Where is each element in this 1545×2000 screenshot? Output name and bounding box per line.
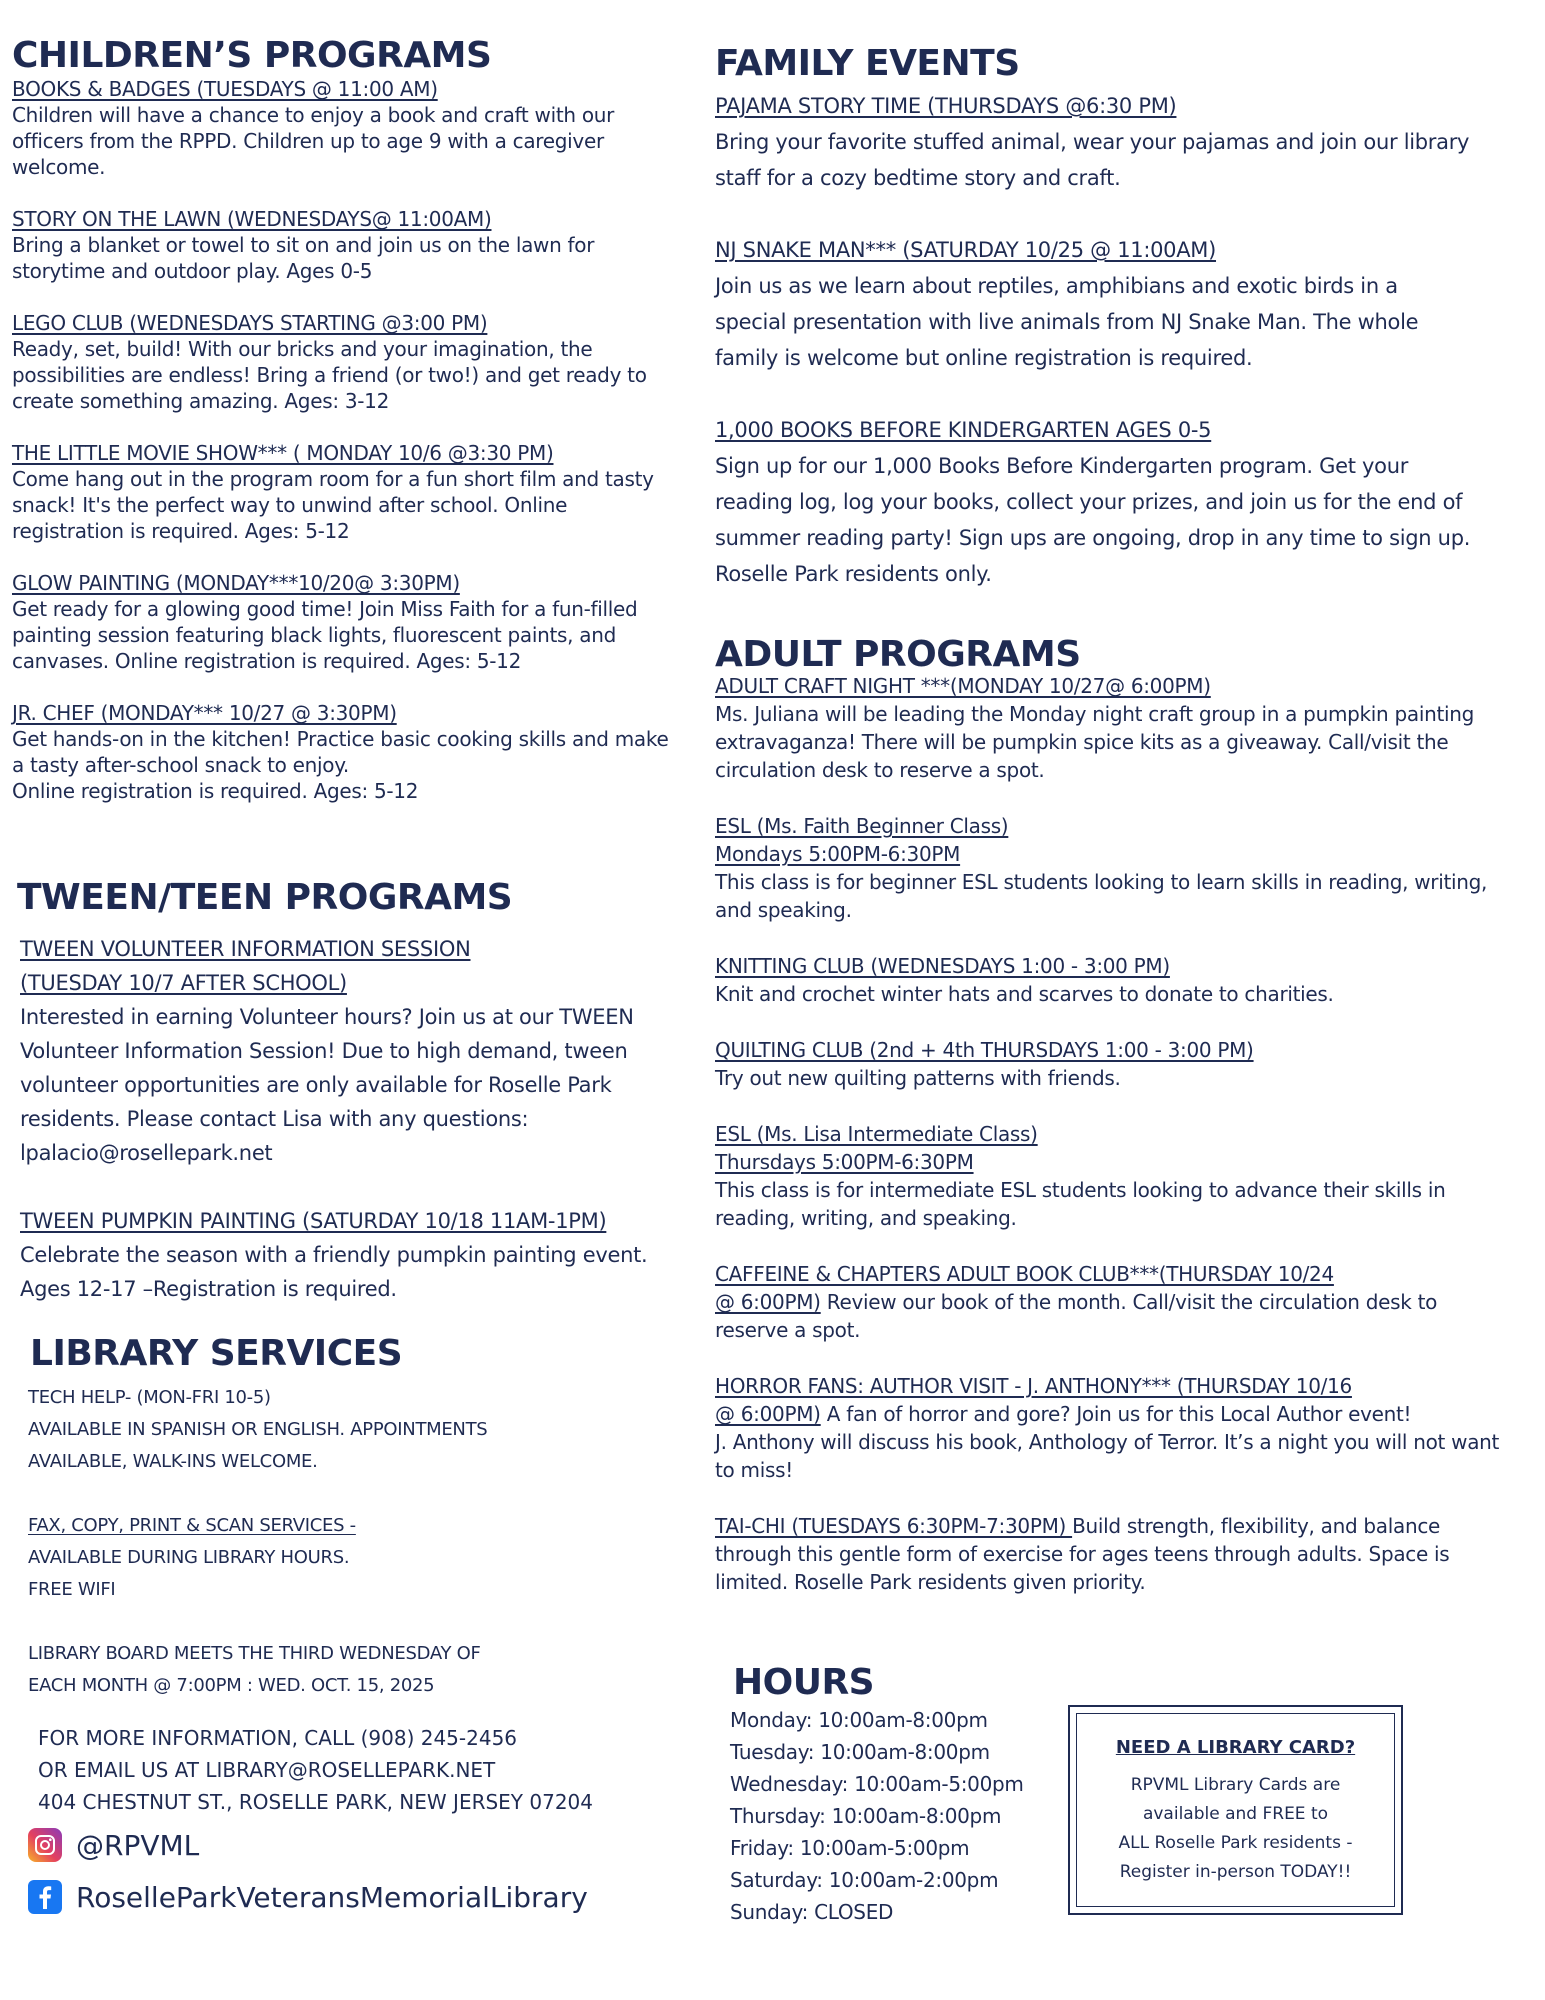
program-description-block bbox=[715, 1288, 1515, 1344]
contact-address: 404 CHESTNUT ST., ROSELLE PARK, NEW JERSEY 07204 bbox=[38, 1790, 593, 1814]
library-services-heading: LIBRARY SERVICES bbox=[30, 1333, 403, 1374]
program-little-movie-show bbox=[12, 440, 677, 544]
program-horror-fans bbox=[715, 1372, 1515, 1484]
program-title: HORROR FANS: AUTHOR VISIT - J. ANTHONY*** (THURSDAY 10/16 bbox=[715, 1374, 1352, 1398]
program-title: LEGO CLUB (WEDNESDAYS STARTING @3:00 PM) bbox=[12, 311, 488, 335]
program-jr-chef bbox=[12, 700, 677, 804]
hours-monday: Monday: 10:00am-8:00pm bbox=[730, 1708, 988, 1732]
library-card-line: available and FREE to bbox=[1142, 1804, 1329, 1824]
program-tween-pumpkin-painting bbox=[20, 1204, 685, 1306]
instagram-handle: @RPVML bbox=[76, 1828, 200, 1862]
tween-programs-list bbox=[20, 932, 685, 1306]
program-schedule: Mondays 5:00PM-6:30PM bbox=[715, 842, 961, 866]
program-title: TWEEN VOLUNTEER INFORMATION SESSION bbox=[20, 937, 471, 961]
program-title: THE LITTLE MOVIE SHOW*** ( MONDAY 10/6 @3:30 PM) bbox=[12, 441, 554, 465]
program-esl-beginner bbox=[715, 812, 1515, 924]
program-title: TAI-CHI (TUESDAYS 6:30PM-7:30PM) bbox=[715, 1514, 1073, 1538]
program-description: Get hands-on in the kitchen! Practice basic cooking skills and make a tasty after-school snack to enjoy. bbox=[12, 727, 669, 777]
library-card-line: Register in-person TODAY!! bbox=[1119, 1862, 1352, 1882]
program-schedule: Thursdays 5:00PM-6:30PM bbox=[715, 1150, 974, 1174]
program-knitting-club bbox=[715, 952, 1515, 1008]
hours-wednesday: Wednesday: 10:00am-5:00pm bbox=[730, 1772, 1024, 1796]
library-card-line: ALL Roselle Park residents - bbox=[1118, 1833, 1353, 1853]
hours-friday: Friday: 10:00am-5:00pm bbox=[730, 1836, 970, 1860]
program-description: Celebrate the season with a friendly pumpkin painting event. Ages 12-17 –Registration is required. bbox=[20, 1243, 648, 1301]
program-description: Try out new quilting patterns with friends. bbox=[715, 1066, 1121, 1090]
program-title: GLOW PAINTING (MONDAY***10/20@ 3:30PM) bbox=[12, 571, 460, 595]
program-esl-intermediate bbox=[715, 1120, 1515, 1232]
hours-list bbox=[730, 1704, 1024, 1928]
family-events-heading: FAMILY EVENTS bbox=[715, 43, 1020, 84]
program-title-date: (TUESDAY 10/7 AFTER SCHOOL) bbox=[20, 971, 347, 995]
program-description: A fan of horror and gore? Join us for this Local Author event! bbox=[820, 1402, 1412, 1426]
board-meeting-info: LIBRARY BOARD MEETS THE THIRD WEDNESDAY OF bbox=[28, 1643, 481, 1664]
program-story-lawn bbox=[12, 206, 677, 284]
program-description: This class is for intermediate ESL students looking to advance their skills in reading, writing, and speaking. bbox=[715, 1178, 1446, 1230]
program-description: Interested in earning Volunteer hours? Join us at our TWEEN Volunteer Information Session! Due to high demand, tween volunteer opportunities are only available for Roselle Park residents. Please contact Lisa with any questions: lpalacio@rosellepark.net bbox=[20, 1005, 634, 1165]
childrens-programs-heading: CHILDREN’S PROGRAMS bbox=[12, 35, 492, 76]
program-description-block bbox=[715, 1512, 1515, 1596]
adult-programs-list bbox=[715, 672, 1515, 1596]
program-description: Sign up for our 1,000 Books Before Kindergarten program. Get your reading log, log your books, collect your prizes, and join us for the end of summer reading party! Sign ups are ongoing, drop in any time to sign up. Roselle Park residents only. bbox=[715, 454, 1471, 586]
program-title: NJ SNAKE MAN*** (SATURDAY 10/25 @ 11:00AM) bbox=[715, 238, 1217, 262]
family-events-list bbox=[715, 88, 1475, 592]
library-services-list bbox=[28, 1382, 688, 1702]
hours-saturday: Saturday: 10:00am-2:00pm bbox=[730, 1868, 999, 1892]
program-description: Bring your favorite stuffed animal, wear your pajamas and join our library staff for a cozy bedtime story and craft. bbox=[715, 130, 1470, 190]
instagram-icon bbox=[28, 1828, 62, 1862]
tech-help-title: TECH HELP- (MON-FRI 10-5) bbox=[28, 1387, 271, 1408]
contact-phone: FOR MORE INFORMATION, CALL (908) 245-2456 bbox=[38, 1726, 518, 1750]
program-title: QUILTING CLUB (2nd + 4th THURSDAYS 1:00 - 3:00 PM) bbox=[715, 1038, 1254, 1062]
program-tai-chi bbox=[715, 1512, 1515, 1596]
program-title: ADULT CRAFT NIGHT ***(MONDAY 10/27@ 6:00PM) bbox=[715, 674, 1211, 698]
program-description-block bbox=[715, 1400, 1515, 1428]
program-time: @ 6:00PM) bbox=[715, 1402, 821, 1426]
program-tween-volunteer bbox=[20, 932, 685, 1170]
program-description: Build strength, flexibility, and balance through this gentle form of exercise for ages teens through adults. Space is limited. Roselle Park residents given priority. bbox=[715, 1514, 1450, 1594]
board-meeting-date: EACH MONTH @ 7:00PM : WED. OCT. 15, 2025 bbox=[28, 1675, 435, 1696]
tech-help-detail: AVAILABLE IN SPANISH OR ENGLISH. APPOINTMENTS bbox=[28, 1419, 488, 1440]
free-wifi: FREE WIFI bbox=[28, 1579, 116, 1600]
program-description: Join us as we learn about reptiles, amphibians and exotic birds in a special presentation with live animals from NJ Snake Man. The whole family is welcome but online registration is required. bbox=[715, 274, 1419, 370]
facebook-handle: RoselleParkVeteransMemorialLibrary bbox=[76, 1880, 588, 1914]
program-title: KNITTING CLUB (WEDNESDAYS 1:00 - 3:00 PM) bbox=[715, 954, 1170, 978]
program-title: STORY ON THE LAWN (WEDNESDAYS@ 11:00AM) bbox=[12, 207, 492, 231]
program-description-note: J. Anthony will discuss his book, Anthology of Terror. It’s a night you will not want to miss! bbox=[715, 1430, 1500, 1482]
program-description-note: Online registration is required. Ages: 5-12 bbox=[12, 779, 419, 803]
library-card-title: NEED A LIBRARY CARD? bbox=[1115, 1737, 1356, 1758]
program-description: Get ready for a glowing good time! Join Miss Faith for a fun-filled painting session featuring black lights, fluorescent paints, and canvases. Online registration is required. Ages: 5-12 bbox=[12, 597, 638, 673]
program-description: Come hang out in the program room for a fun short film and tasty snack! It's the perfect way to unwind after school. Online registration is required. Ages: 5-12 bbox=[12, 467, 654, 543]
adult-programs-heading: ADULT PROGRAMS bbox=[715, 634, 1081, 675]
program-description: Children will have a chance to enjoy a book and craft with our officers from the RPPD. Children up to age 9 with a caregiver welcome. bbox=[12, 103, 615, 179]
hours-sunday: Sunday: CLOSED bbox=[730, 1900, 894, 1924]
program-pajama-story-time bbox=[715, 88, 1475, 196]
childrens-programs-list bbox=[12, 76, 677, 804]
library-card-box bbox=[1068, 1705, 1403, 1915]
program-title: TWEEN PUMPKIN PAINTING (SATURDAY 10/18 11AM-1PM) bbox=[20, 1209, 607, 1233]
program-title: 1,000 BOOKS BEFORE KINDERGARTEN AGES 0-5 bbox=[715, 418, 1212, 442]
fax-copy-print-detail: AVAILABLE DURING LIBRARY HOURS. bbox=[28, 1547, 350, 1568]
facebook-link[interactable] bbox=[28, 1880, 588, 1914]
program-description: Knit and crochet winter hats and scarves to donate to charities. bbox=[715, 982, 1334, 1006]
program-nj-snake-man bbox=[715, 232, 1475, 376]
program-title: BOOKS & BADGES (TUESDAYS @ 11:00 AM) bbox=[12, 77, 438, 101]
fax-copy-print-title: FAX, COPY, PRINT & SCAN SERVICES - bbox=[28, 1515, 356, 1536]
program-description: Review our book of the month. Call/visit the circulation desk to reserve a spot. bbox=[715, 1290, 1438, 1342]
program-description: Ready, set, build! With our bricks and your imagination, the possibilities are endless! Bring a friend (or two!) and get ready to create something amazing. Ages: 3-12 bbox=[12, 337, 647, 413]
library-card-text bbox=[1070, 1771, 1401, 1887]
program-quilting-club bbox=[715, 1036, 1515, 1092]
program-title: JR. CHEF (MONDAY*** 10/27 @ 3:30PM) bbox=[12, 701, 397, 725]
program-glow-painting bbox=[12, 570, 677, 674]
program-lego-club bbox=[12, 310, 677, 414]
program-description: This class is for beginner ESL students looking to learn skills in reading, writing, and speaking. bbox=[715, 870, 1488, 922]
program-description: Ms. Juliana will be leading the Monday night craft group in a pumpkin painting extravaganza! There will be pumpkin spice kits as a giveaway. Call/visit the circulation desk to reserve a spot. bbox=[715, 702, 1475, 782]
library-card-line: RPVML Library Cards are bbox=[1130, 1775, 1341, 1795]
tech-help-detail: AVAILABLE, WALK-INS WELCOME. bbox=[28, 1451, 318, 1472]
program-time: @ 6:00PM) bbox=[715, 1290, 821, 1314]
program-title: PAJAMA STORY TIME (THURSDAYS @6:30 PM) bbox=[715, 94, 1177, 118]
instagram-link[interactable] bbox=[28, 1828, 199, 1862]
contact-email: OR EMAIL US AT LIBRARY@ROSELLEPARK.NET bbox=[38, 1758, 496, 1782]
program-books-badges bbox=[12, 76, 677, 180]
hours-heading: HOURS bbox=[733, 1662, 875, 1703]
contact-info bbox=[38, 1722, 698, 1818]
program-description: Bring a blanket or towel to sit on and join us on the lawn for storytime and outdoor play. Ages 0-5 bbox=[12, 233, 595, 283]
program-title: ESL (Ms. Faith Beginner Class) bbox=[715, 814, 1009, 838]
hours-thursday: Thursday: 10:00am-8:00pm bbox=[730, 1804, 1002, 1828]
program-adult-craft-night bbox=[715, 672, 1515, 784]
program-1000-books bbox=[715, 412, 1475, 592]
tween-teen-programs-heading: TWEEN/TEEN PROGRAMS bbox=[17, 877, 513, 918]
program-title: ESL (Ms. Lisa Intermediate Class) bbox=[715, 1122, 1038, 1146]
program-caffeine-chapters bbox=[715, 1260, 1515, 1344]
facebook-icon bbox=[28, 1880, 62, 1914]
program-title: CAFFEINE & CHAPTERS ADULT BOOK CLUB***(THURSDAY 10/24 bbox=[715, 1262, 1334, 1286]
hours-tuesday: Tuesday: 10:00am-8:00pm bbox=[730, 1740, 990, 1764]
